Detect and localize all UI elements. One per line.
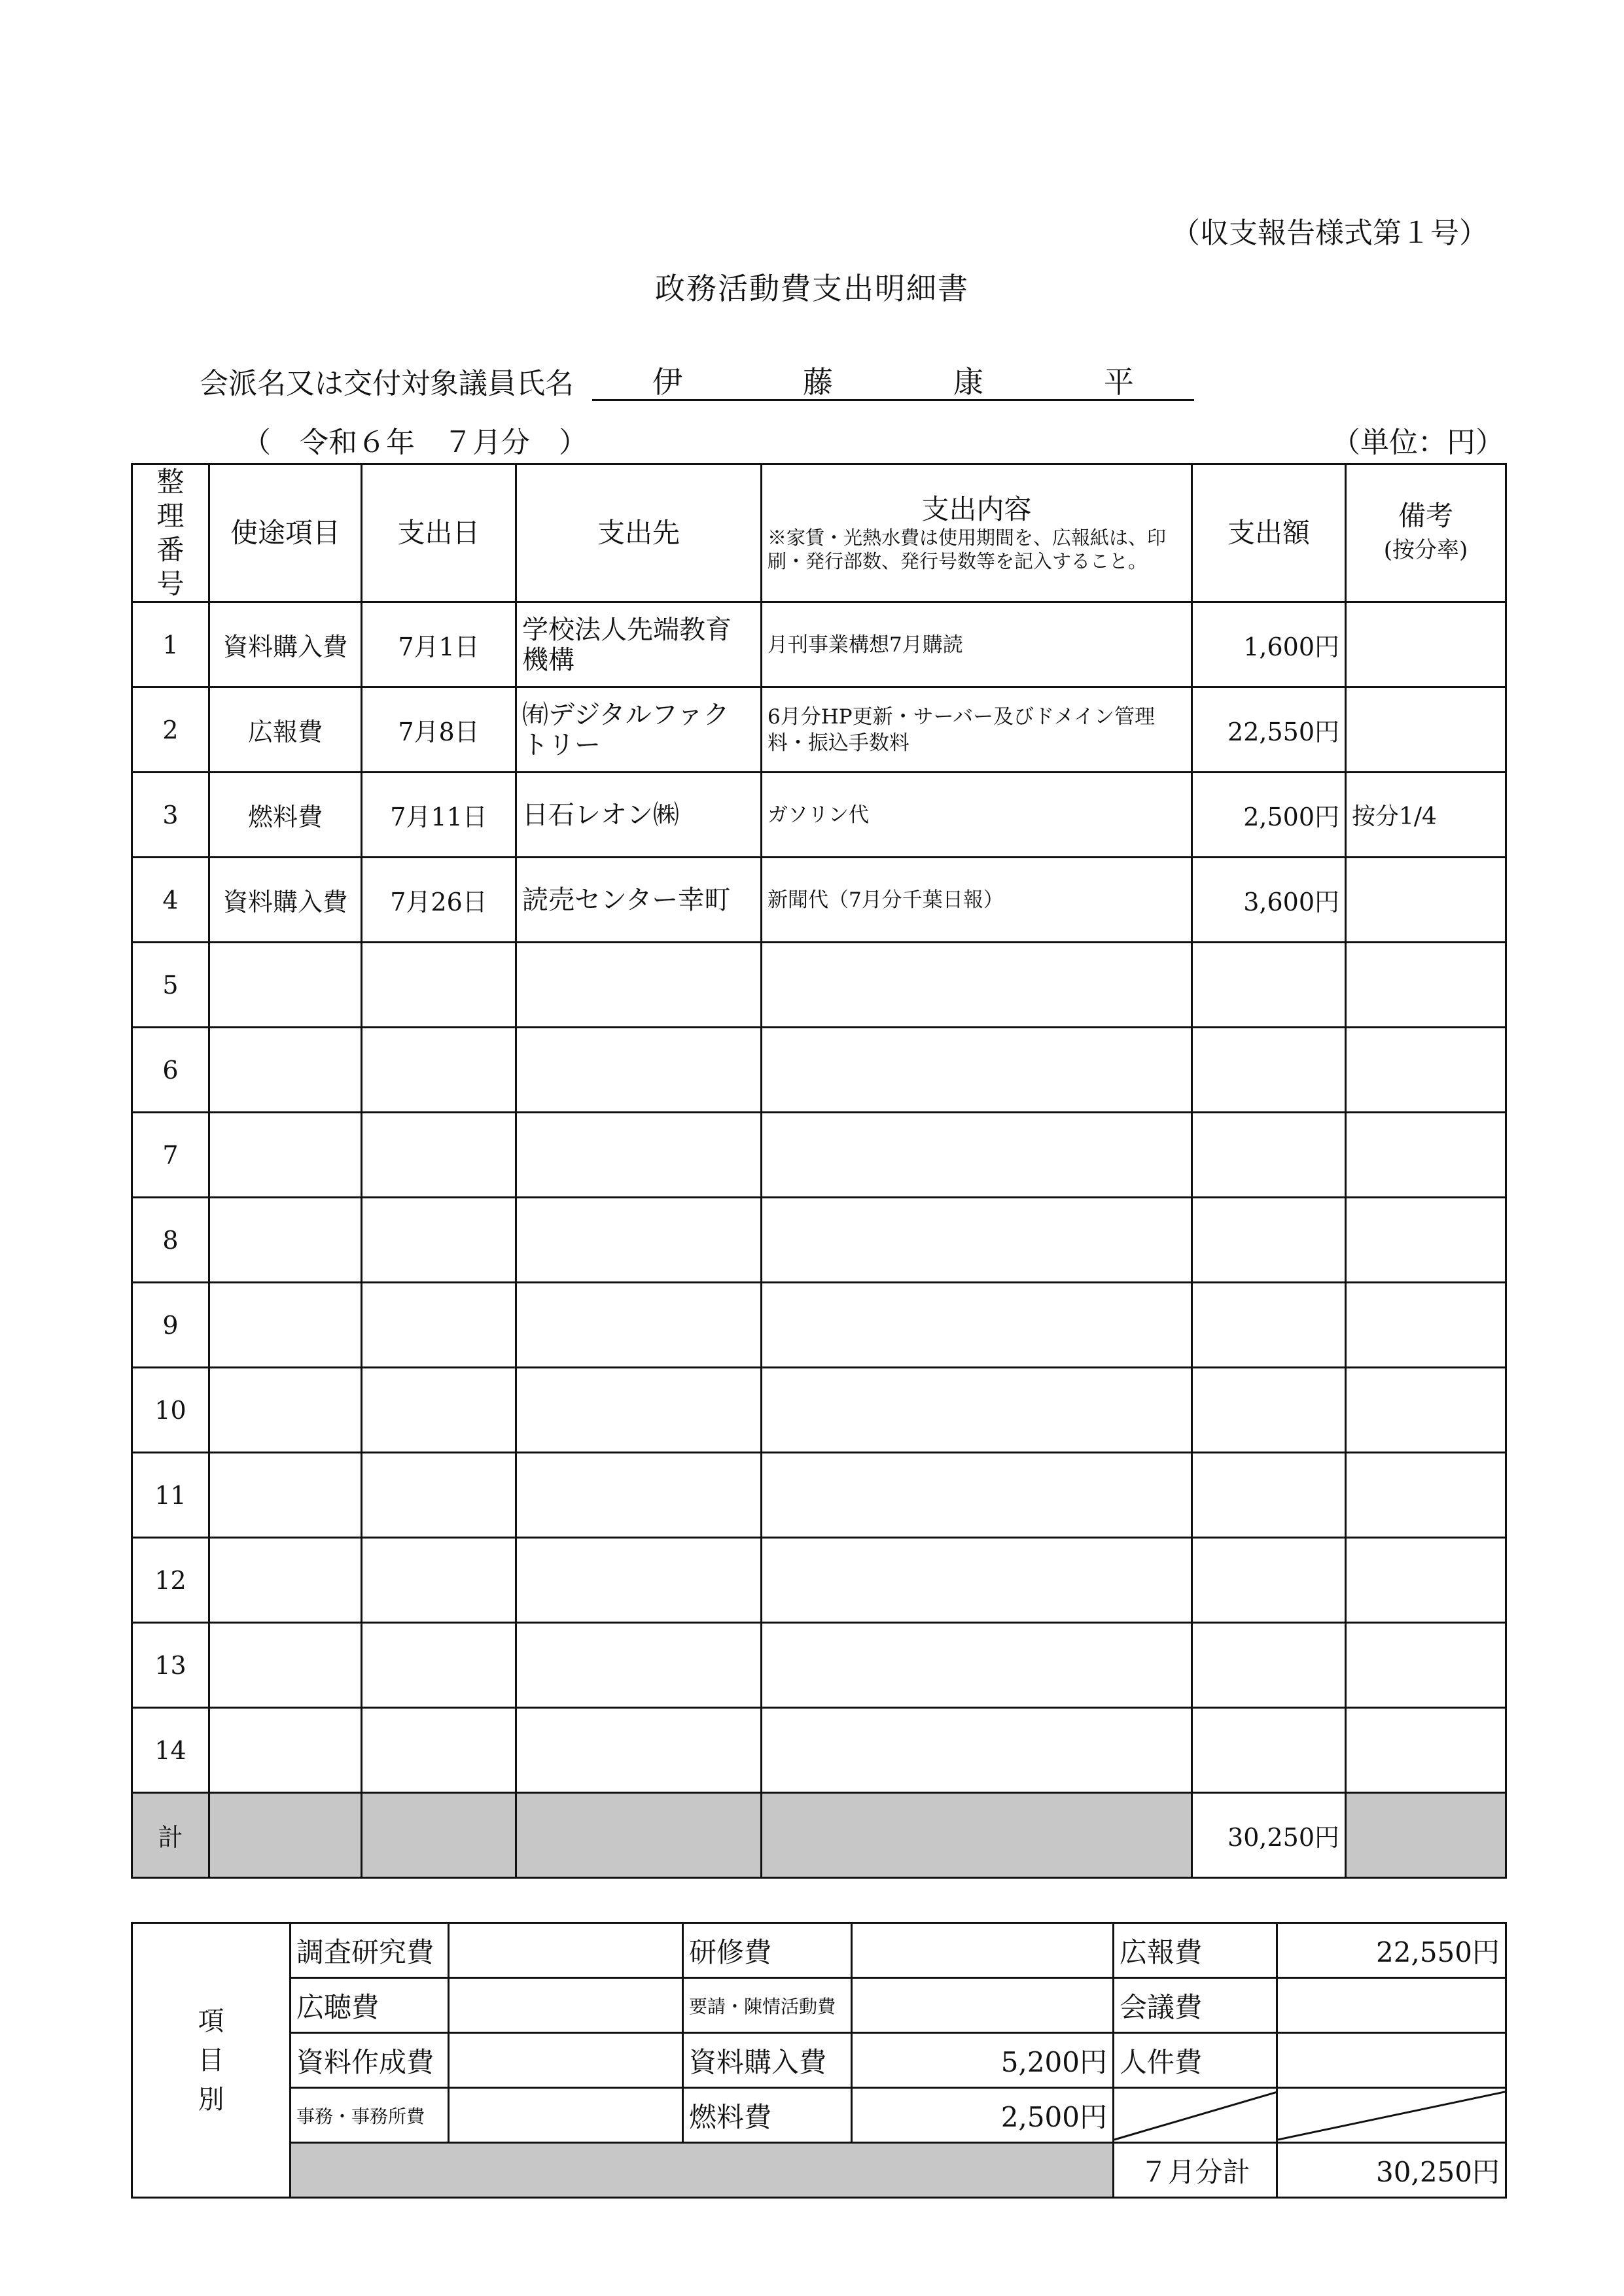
summary-amount	[449, 2033, 683, 2088]
summary-label: 事務・事務所費	[291, 2088, 449, 2143]
name-char: 藤	[803, 364, 833, 400]
summary-label: 研修費	[683, 1923, 852, 1978]
row-amount	[1192, 1198, 1346, 1283]
summary-label: 会議費	[1114, 1978, 1277, 2033]
row-payee: 日石レオン㈱	[516, 773, 762, 858]
row-amount	[1192, 1623, 1346, 1708]
header-description	[762, 464, 1192, 602]
row-note	[1346, 687, 1506, 773]
summary-amount: 22,550円	[1277, 1923, 1506, 1978]
row-date	[362, 1198, 516, 1283]
summary-label: 要請・陳情活動費	[683, 1978, 852, 2033]
row-description	[762, 1538, 1192, 1623]
total-empty-cell	[516, 1793, 762, 1878]
expenditure-table	[131, 463, 1507, 1879]
summary-amount	[449, 1978, 683, 2033]
row-number: 4	[132, 858, 209, 943]
diagonal-strike	[1114, 2089, 1277, 2142]
summary-label: 資料作成費	[291, 2033, 449, 2088]
row-payee	[516, 1453, 762, 1538]
row-note	[1346, 1708, 1506, 1793]
total-empty-cell	[362, 1793, 516, 1878]
row-description: 6月分HP更新・サーバー及びドメイン管理料・振込手数料	[762, 687, 1192, 773]
row-note	[1346, 943, 1506, 1028]
diagonal-strike	[1278, 2089, 1506, 2142]
row-number: 14	[132, 1708, 209, 1793]
row-description: 月刊事業構想7月購読	[762, 602, 1192, 687]
summary-amount	[852, 1923, 1114, 1978]
summary-label: 調査研究費	[291, 1923, 449, 1978]
row-category	[209, 1283, 362, 1368]
row-payee	[516, 1198, 762, 1283]
row-payee	[516, 1708, 762, 1793]
summary-total-row	[132, 2143, 1506, 2198]
summary-amount: 2,500円	[852, 2088, 1114, 2143]
row-payee	[516, 943, 762, 1028]
name-char: 平	[1104, 364, 1134, 400]
row-category	[209, 1368, 362, 1453]
row-note	[1346, 1453, 1506, 1538]
summary-label: 燃料費	[683, 2088, 852, 2143]
row-number: 6	[132, 1028, 209, 1113]
row-category	[209, 1708, 362, 1793]
row-amount	[1192, 1028, 1346, 1113]
summary-label: 広報費	[1114, 1923, 1277, 1978]
summary-shaded-cell	[291, 2143, 1114, 2198]
row-date: 7月8日	[362, 687, 516, 773]
table-header-row	[132, 464, 1506, 602]
row-category	[209, 1028, 362, 1113]
row-category	[209, 1113, 362, 1198]
summary-side-text: 項目別	[198, 2006, 224, 2115]
row-amount	[1192, 1708, 1346, 1793]
table-row	[132, 773, 1506, 858]
table-row	[132, 1028, 1506, 1113]
summary-row	[132, 2033, 1506, 2088]
row-category	[209, 1538, 362, 1623]
total-label: 計	[132, 1793, 209, 1878]
table-row	[132, 1113, 1506, 1198]
total-empty-cell	[762, 1793, 1192, 1878]
row-date	[362, 1708, 516, 1793]
councillor-name	[592, 358, 1194, 402]
row-note	[1346, 1623, 1506, 1708]
row-note	[1346, 1283, 1506, 1368]
row-amount	[1192, 1538, 1346, 1623]
row-description	[762, 1283, 1192, 1368]
summary-row	[132, 1978, 1506, 2033]
row-description	[762, 1453, 1192, 1538]
total-empty-cell	[1346, 1793, 1506, 1878]
table-row	[132, 687, 1506, 773]
header-description-title: 支出内容	[921, 493, 1032, 525]
table-row	[132, 1198, 1506, 1283]
total-amount: 30,250円	[1192, 1793, 1346, 1878]
summary-row	[132, 1923, 1506, 1978]
row-amount: 2,500円	[1192, 773, 1346, 858]
row-date: 7月1日	[362, 602, 516, 687]
row-number: 9	[132, 1283, 209, 1368]
header-no-label: 整理番号	[156, 466, 185, 600]
header-amount: 支出額	[1192, 464, 1346, 602]
total-empty-cell	[209, 1793, 362, 1878]
row-payee: 読売センター幸町	[516, 858, 762, 943]
summary-amount	[1277, 2033, 1506, 2088]
table-row	[132, 1623, 1506, 1708]
unit-label: （単位：円）	[1332, 426, 1504, 459]
total-row	[132, 1793, 1506, 1878]
diagonal-strike-cell	[1114, 2088, 1277, 2143]
row-category	[209, 1198, 362, 1283]
row-description	[762, 1198, 1192, 1283]
row-date	[362, 1283, 516, 1368]
summary-amount: 5,200円	[852, 2033, 1114, 2088]
header-payee: 支出先	[516, 464, 762, 602]
row-amount	[1192, 1113, 1346, 1198]
row-description: 新聞代（7月分千葉日報）	[762, 858, 1192, 943]
row-number: 2	[132, 687, 209, 773]
row-date	[362, 1623, 516, 1708]
summary-total-amount: 30,250円	[1277, 2143, 1506, 2198]
name-char: 伊	[652, 364, 682, 400]
summary-amount	[449, 2088, 683, 2143]
row-amount	[1192, 943, 1346, 1028]
header-category: 使途項目	[209, 464, 362, 602]
row-note	[1346, 1113, 1506, 1198]
row-note	[1346, 1198, 1506, 1283]
row-date	[362, 1368, 516, 1453]
row-amount	[1192, 1368, 1346, 1453]
row-note	[1346, 1538, 1506, 1623]
name-underline	[592, 399, 1194, 401]
header-no	[132, 464, 209, 602]
table-row	[132, 1283, 1506, 1368]
row-number: 3	[132, 773, 209, 858]
diagonal-strike-cell	[1277, 2088, 1506, 2143]
row-payee: ㈲デジタルファクトリー	[516, 687, 762, 773]
row-date	[362, 1453, 516, 1538]
row-description	[762, 1708, 1192, 1793]
table-row	[132, 1453, 1506, 1538]
name-char: 康	[953, 364, 983, 400]
summary-label: 人件費	[1114, 2033, 1277, 2088]
row-amount: 1,600円	[1192, 602, 1346, 687]
row-description	[762, 1368, 1192, 1453]
table-row	[132, 943, 1506, 1028]
row-description	[762, 1623, 1192, 1708]
row-note	[1346, 1368, 1506, 1453]
header-note	[1346, 464, 1506, 602]
row-note	[1346, 858, 1506, 943]
row-category: 広報費	[209, 687, 362, 773]
summary-amount	[1277, 1978, 1506, 2033]
row-note: 按分1/4	[1346, 773, 1506, 858]
table-row	[132, 1538, 1506, 1623]
row-number: 7	[132, 1113, 209, 1198]
row-category	[209, 1623, 362, 1708]
row-payee	[516, 1028, 762, 1113]
table-row	[132, 1368, 1506, 1453]
header-description-note: ※家賃・光熱水費は使用期間を、広報紙は、印刷・発行部数、発行号数等を記入すること。	[768, 527, 1167, 572]
row-category	[209, 943, 362, 1028]
name-label: 会派名又は交付対象議員氏名	[200, 367, 574, 400]
document-title: 政務活動費支出明細書	[655, 271, 969, 306]
row-date	[362, 943, 516, 1028]
row-payee: 学校法人先端教育機構	[516, 602, 762, 687]
row-payee	[516, 1113, 762, 1198]
row-number: 8	[132, 1198, 209, 1283]
header-date: 支出日	[362, 464, 516, 602]
row-number: 11	[132, 1453, 209, 1538]
row-amount	[1192, 1453, 1346, 1538]
category-summary-table	[131, 1922, 1507, 2199]
row-category	[209, 1453, 362, 1538]
row-category: 資料購入費	[209, 602, 362, 687]
reporting-period: （ 令和６年 ７月分 ）	[242, 426, 588, 459]
table-row	[132, 1708, 1506, 1793]
row-number: 1	[132, 602, 209, 687]
summary-row	[132, 2088, 1506, 2143]
row-description	[762, 1113, 1192, 1198]
row-number: 5	[132, 943, 209, 1028]
summary-label: 資料購入費	[683, 2033, 852, 2088]
row-number: 12	[132, 1538, 209, 1623]
row-payee	[516, 1538, 762, 1623]
row-category: 燃料費	[209, 773, 362, 858]
row-date	[362, 1028, 516, 1113]
summary-amount	[449, 1923, 683, 1978]
row-date	[362, 1113, 516, 1198]
row-amount	[1192, 1283, 1346, 1368]
summary-total-label: ７月分計	[1114, 2143, 1277, 2198]
table-row	[132, 858, 1506, 943]
row-description	[762, 943, 1192, 1028]
row-date	[362, 1538, 516, 1623]
row-description	[762, 1028, 1192, 1113]
summary-side-label	[132, 1923, 291, 2198]
row-payee	[516, 1623, 762, 1708]
row-payee	[516, 1368, 762, 1453]
table-row	[132, 602, 1506, 687]
row-number: 13	[132, 1623, 209, 1708]
row-amount: 3,600円	[1192, 858, 1346, 943]
row-date: 7月11日	[362, 773, 516, 858]
row-description: ガソリン代	[762, 773, 1192, 858]
header-note-label: 備考	[1398, 500, 1453, 532]
row-payee	[516, 1283, 762, 1368]
row-category: 資料購入費	[209, 858, 362, 943]
summary-amount	[852, 1978, 1114, 2033]
row-number: 10	[132, 1368, 209, 1453]
row-note	[1346, 1028, 1506, 1113]
header-note-sub: (按分率)	[1383, 537, 1468, 563]
form-number: （収支報告様式第１号）	[1171, 217, 1488, 250]
row-note	[1346, 602, 1506, 687]
summary-label: 広聴費	[291, 1978, 449, 2033]
row-date: 7月26日	[362, 858, 516, 943]
row-amount: 22,550円	[1192, 687, 1346, 773]
